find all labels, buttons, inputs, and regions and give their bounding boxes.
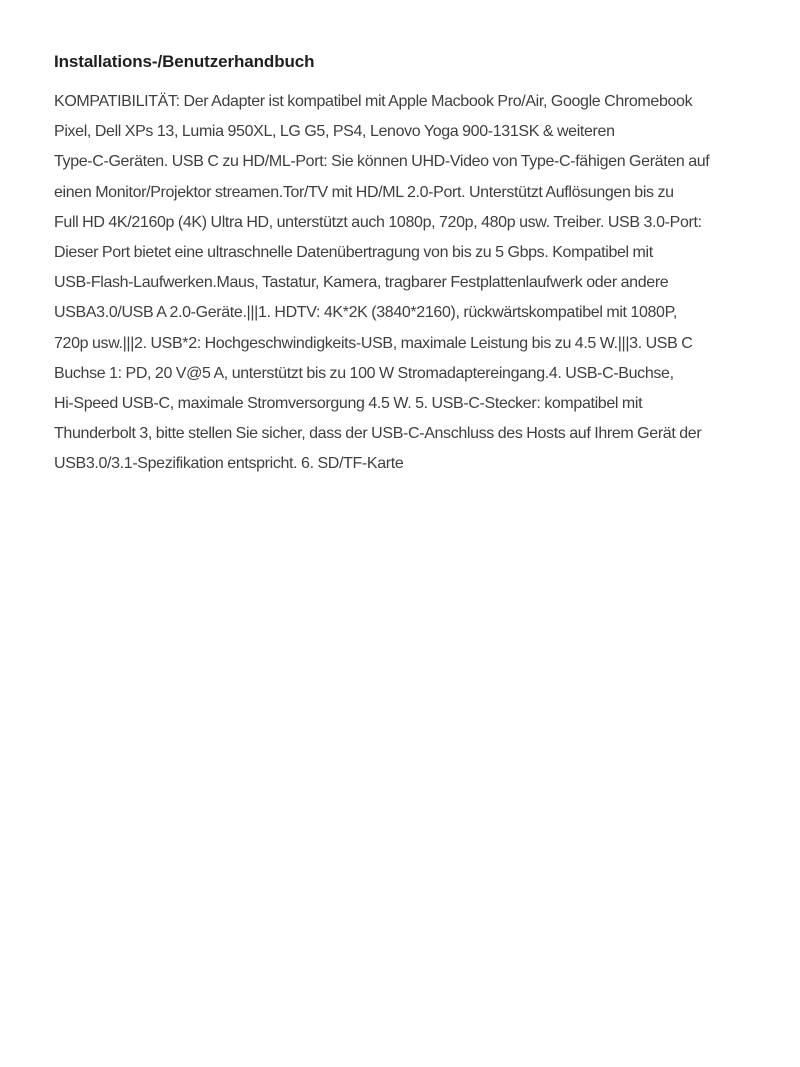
text-line: Dieser Port bietet eine ultraschnelle Datenübertragung von bis zu 5 Gbps. Kompatibel mit [54,244,653,262]
text-line: Full HD 4K/2160p (4K) Ultra HD, unterstützt auch 1080p, 720p, 480p usw. Treiber. USB 3.0-Port: [54,213,702,231]
text-line: Hi-Speed USB-C, maximale Stromversorgung 4.5 W. 5. USB-C-Stecker: kompatibel mit [54,395,643,413]
text-line: Thunderbolt 3, bitte stellen Sie sicher, dass der USB-C-Anschluss des Hosts auf Ihrem Gerät der [54,425,702,443]
manual-section [54,48,754,480]
text-line: 720p usw.|||2. USB*2: Hochgeschwindigkeits-USB, maximale Leistung bis zu 4.5 W.|||3. USB C [54,334,693,352]
text-line: KOMPATIBILITÄT: Der Adapter ist kompatibel mit Apple Macbook Pro/Air, Google Chromebook [54,93,693,110]
text-line: Buchse 1: PD, 20 V@5 A, unterstützt bis zu 100 W Stromadaptereingang.4. USB-C-Buchse, [54,364,674,382]
section-heading: Installations-/Benutzerhandbuch [54,52,315,71]
text-line: USB3.0/3.1-Spezifikation entspricht. 6. SD/TF-Karte [54,455,404,473]
text-line: USB-Flash-Laufwerken.Maus, Tastatur, Kamera, tragbarer Festplattenlaufwerk oder andere [54,274,669,292]
text-line: Pixel, Dell XPs 13, Lumia 950XL, LG G5, PS4, Lenovo Yoga 900-131SK & weiteren [54,123,615,141]
text-line: einen Monitor/Projektor streamen.Tor/TV mit HD/ML 2.0-Port. Unterstützt Auflösungen bis zu [54,183,674,201]
compatibility-description [54,87,754,480]
text-line: Type-C-Geräten. USB C zu HD/ML-Port: Sie können UHD-Video von Type-C-fähigen Geräten auf [54,153,710,171]
text-line: USBA3.0/USB A 2.0-Geräte.|||1. HDTV: 4K*2K (3840*2160), rückwärtskompatibel mit 1080P, [54,304,677,322]
